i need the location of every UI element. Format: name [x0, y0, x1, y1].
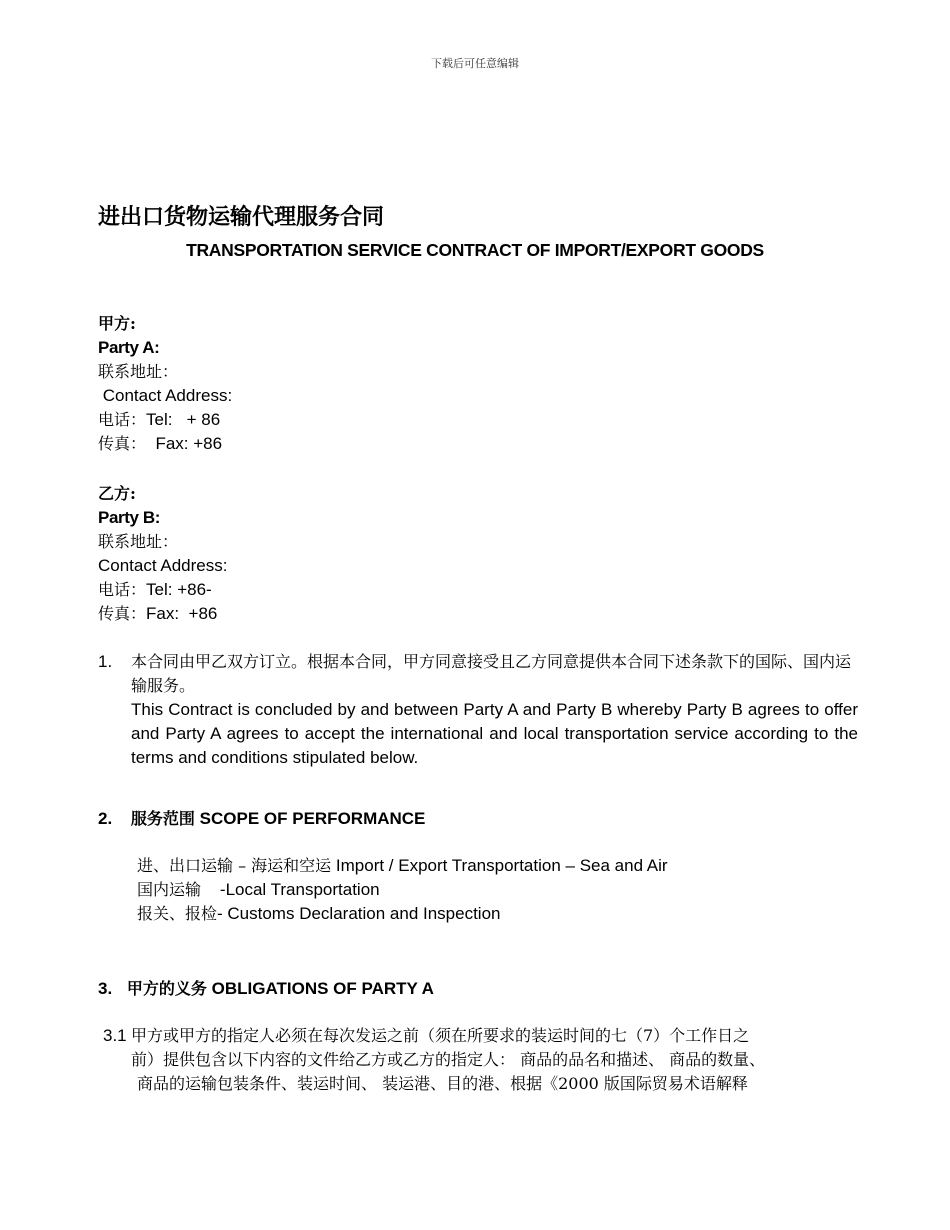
scope-item-en: Import / Export Transportation – Sea and Air — [331, 856, 668, 875]
scope-item-cn: 国内运输 — [137, 880, 202, 899]
section-3-1-number: 3.1 — [103, 1026, 127, 1045]
scope-item-cn: 进、出口运输 – 海运和空运 — [137, 856, 332, 875]
section-1-body — [131, 650, 858, 770]
section-2-heading — [98, 806, 425, 829]
section-1-text-en: This Contract is concluded by and between Party A and Party B whereby Party B agrees to offer and Party A agrees to accept the international and local transportation service according to the terms and conditions stipulated below. — [131, 700, 858, 767]
scope-item-cn: 报关、报检 — [137, 904, 218, 923]
section-3-title-en: OBLIGATIONS OF PARTY A — [206, 979, 434, 998]
party-a-address-en: Contact Address: — [98, 386, 233, 405]
party-a-tel-en: Tel: + 86 — [146, 410, 221, 429]
scope-item-en: -Local Transportation — [201, 880, 380, 899]
party-a-tel — [98, 408, 232, 432]
party-a-fax — [98, 432, 232, 456]
section-2-title-cn: 服务范围 — [130, 809, 195, 828]
title-english: TRANSPORTATION SERVICE CONTRACT OF IMPORT/EXPORT GOODS — [186, 240, 764, 260]
party-b-address-en: Contact Address: — [98, 556, 228, 575]
party-b-label-en: Party B: — [98, 508, 160, 527]
party-b-address-cn: 联系地址： — [98, 532, 179, 551]
party-b-fax-cn: 传真： — [98, 604, 147, 623]
section-1-text-cn: 本合同由甲乙双方订立。根据本合同，甲方同意接受且乙方同意提供本合同下述条款下的国际、国内运输服务。 — [131, 652, 852, 695]
section-3-1-line: 商品的运输包装条件、装运时间、 装运港、目的港、根据《2000 版国际贸易术语解释 — [137, 1074, 748, 1093]
section-3-title-cn: 甲方的义务 — [126, 979, 207, 998]
section-3-1-line: 甲方或甲方的指定人必须在每次发运之前（须在所要求的装运时间的七（7）个工作日之 — [131, 1026, 750, 1045]
party-b-tel-cn: 电话： — [98, 580, 147, 599]
party-a-fax-en: Fax: +86 — [146, 434, 223, 453]
party-a-address-cn: 联系地址： — [98, 362, 179, 381]
party-b-fax-en: Fax: +86 — [146, 604, 218, 623]
party-a-block — [98, 312, 232, 456]
party-b-block — [98, 482, 227, 626]
scope-item-en: - Customs Declaration and Inspection — [217, 904, 501, 923]
section-3-number: 3. — [98, 979, 113, 998]
title-chinese: 进出口货物运输代理服务合同 — [98, 205, 385, 230]
scope-item — [137, 902, 668, 926]
scope-item — [137, 878, 668, 902]
party-b-tel-en: Tel: +86- — [146, 580, 212, 599]
party-a-tel-cn: 电话： — [98, 410, 147, 429]
party-b-tel — [98, 578, 227, 602]
party-a-fax-cn: 传真： — [98, 434, 147, 453]
section-3-heading — [98, 976, 434, 999]
party-a-label-cn: 甲方: — [98, 314, 136, 333]
section-1 — [98, 650, 858, 770]
section-3-1-line: 前）提供包含以下内容的文件给乙方或乙方的指定人： 商品的品名和描述、 商品的数量、 — [131, 1050, 766, 1069]
party-b-fax — [98, 602, 227, 626]
header-note: 下载后可任意编辑 — [431, 57, 519, 70]
section-3-1 — [103, 1024, 863, 1096]
section-2-title-en: SCOPE OF PERFORMANCE — [194, 809, 426, 828]
party-b-label-cn: 乙方: — [98, 484, 136, 503]
scope-item — [137, 854, 668, 878]
section-2-number: 2. — [98, 809, 113, 828]
scope-list — [137, 854, 668, 926]
party-a-label-en: Party A: — [98, 338, 160, 357]
section-1-number: 1. — [98, 652, 113, 671]
